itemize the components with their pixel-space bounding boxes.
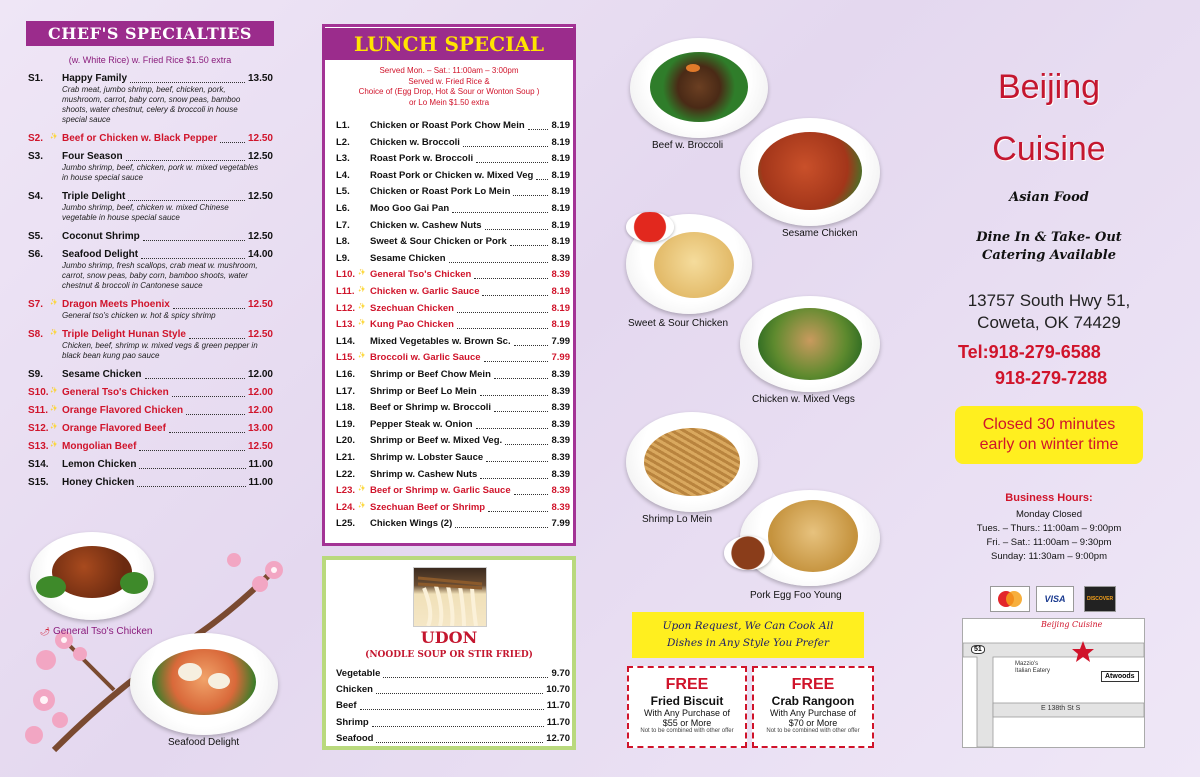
hot-spicy-icon: ✨ <box>50 300 58 306</box>
item-name: General Tso's Chicken <box>62 387 169 398</box>
item-name: Pepper Steak w. Onion <box>370 418 473 430</box>
item-price: 8.39 <box>551 418 570 430</box>
chef-special-item <box>28 387 273 399</box>
mastercard-icon <box>990 586 1030 612</box>
leader-dots <box>476 162 548 163</box>
leader-dots <box>476 428 548 429</box>
chef-special-item <box>28 459 273 471</box>
item-price: 7.99 <box>551 352 570 364</box>
item-number: L21. <box>336 452 356 463</box>
lunch-special-item <box>336 502 570 514</box>
leader-dots <box>130 82 245 83</box>
leader-dots <box>186 414 245 415</box>
lunch-special-item <box>336 469 570 481</box>
leader-dots <box>485 229 548 230</box>
item-name: Shrimp w. Lobster Sauce <box>370 452 484 463</box>
leader-dots <box>137 486 246 487</box>
leader-dots <box>383 677 548 678</box>
item-price: 8.39 <box>551 402 570 414</box>
chef-special-item <box>28 231 273 243</box>
item-price: 14.00 <box>247 249 273 260</box>
leader-dots <box>528 129 548 130</box>
item-price: 8.19 <box>551 120 570 131</box>
item-name: Mixed Vegetables w. Brown Sc. <box>370 335 511 347</box>
item-name: Sesame Chicken <box>370 252 446 264</box>
item-price: 10.70 <box>546 684 570 696</box>
udon-list <box>336 668 570 748</box>
location-map[interactable] <box>962 618 1145 748</box>
item-number: L7. <box>336 219 350 231</box>
shrimp-lo-mein-photo <box>626 412 758 512</box>
item-price: 8.19 <box>551 136 570 148</box>
item-number: L14. <box>336 335 356 347</box>
leader-dots <box>455 527 548 528</box>
map-route-label: 51 <box>971 645 985 654</box>
item-price: 12.50 <box>247 329 273 340</box>
dipping-sauce-bowl <box>626 212 674 242</box>
item-number: L3. <box>336 153 350 165</box>
item-number: S4. <box>28 191 44 202</box>
lunch-special-item <box>336 186 570 198</box>
item-name: Szechuan Beef or Shrimp <box>370 501 486 513</box>
leader-dots <box>126 160 245 161</box>
item-name: Seafood Delight <box>62 249 139 260</box>
item-name: Triple Delight <box>62 191 126 202</box>
item-name: Shrimp <box>336 716 369 728</box>
lunch-special-item <box>336 319 570 331</box>
hot-spicy-icon: ✨ <box>50 442 58 448</box>
item-price: 8.19 <box>551 219 570 231</box>
item-number: L22. <box>336 468 356 480</box>
hot-spicy-icon: ✨ <box>358 320 366 327</box>
leader-dots <box>514 345 548 346</box>
item-price: 8.19 <box>551 153 570 165</box>
coupon-free-label: FREE <box>791 676 835 693</box>
leader-dots <box>376 693 543 694</box>
lunch-special-item <box>336 253 570 265</box>
map-brand-label: Beijing Cuisine <box>1041 620 1103 629</box>
coupon-fine-print: Not to be combined with other offer <box>640 728 734 734</box>
hot-spicy-icon: ✨ <box>50 330 58 336</box>
item-name: Honey Chicken <box>62 477 135 488</box>
item-price: 8.19 <box>551 186 570 198</box>
lunch-special-item <box>336 203 570 215</box>
item-name: Shrimp w. Cashew Nuts <box>370 468 478 480</box>
item-name: Broccoli w. Garlic Sauce <box>370 352 481 364</box>
lunch-special-item <box>336 419 570 431</box>
leader-dots <box>220 142 245 143</box>
lunch-special-item <box>336 435 570 447</box>
item-name: Triple Delight Hunan Style <box>62 329 186 340</box>
item-price: 12.50 <box>247 133 273 144</box>
item-name: Shrimp or Beef Lo Mein <box>370 385 477 397</box>
winter-closing-notice: Closed 30 minutes early on winter time <box>955 406 1143 464</box>
leader-dots <box>494 378 548 379</box>
chefs-specialties-list <box>28 73 273 513</box>
item-price: 8.39 <box>551 452 570 463</box>
item-name: Chicken Wings (2) <box>370 518 453 530</box>
sesame-chicken-photo <box>740 118 880 226</box>
item-price: 9.70 <box>551 668 570 679</box>
item-price: 11.70 <box>546 700 570 712</box>
item-name: Szechuan Chicken <box>370 302 454 314</box>
item-number: L8. <box>336 236 350 248</box>
item-name: Coconut Shrimp <box>62 231 140 242</box>
item-number: S9. <box>28 369 44 380</box>
chef-special-item <box>28 477 273 489</box>
udon-title: UDON <box>420 628 478 647</box>
item-number: L1. <box>336 120 350 131</box>
item-name: Mongolian Beef <box>62 441 137 452</box>
item-price: 8.39 <box>551 485 570 497</box>
leader-dots <box>360 709 544 710</box>
item-price: 8.19 <box>551 286 570 297</box>
item-price: 12.00 <box>247 387 273 398</box>
restaurant-name-line1: Beijing <box>997 68 1101 106</box>
restaurant-name-line2: Cuisine <box>992 130 1106 168</box>
item-number: L13. <box>336 319 356 331</box>
item-price: 11.00 <box>248 459 273 470</box>
chef-special-item <box>28 133 273 145</box>
item-price: 12.50 <box>247 299 273 310</box>
item-number: S13. <box>28 441 49 452</box>
restaurant-phone-1[interactable]: Tel:918-279-6588 <box>958 342 1101 362</box>
udon-photo <box>413 567 487 627</box>
leader-dots <box>505 444 548 445</box>
hot-spicy-icon: ✨ <box>50 406 58 412</box>
mixed-vegs-photo <box>740 296 880 392</box>
item-name: Chicken w. Broccoli <box>370 136 460 148</box>
item-name: Beef or Shrimp w. Garlic Sauce <box>370 485 511 497</box>
item-name: Vegetable <box>336 668 381 679</box>
chef-special-item <box>28 249 273 261</box>
leader-dots <box>449 262 548 263</box>
item-number: L4. <box>336 169 350 181</box>
map-poi-label: Mazzio's Italian Eatery <box>1015 661 1051 674</box>
leader-dots <box>480 395 548 396</box>
hot-spicy-icon: ✨ <box>50 388 58 394</box>
lunch-special-item <box>336 236 570 248</box>
item-name: Four Season <box>62 151 123 162</box>
item-number: L15. <box>336 352 356 364</box>
item-price: 8.19 <box>551 236 570 248</box>
restaurant-tagline: Asian Food <box>1009 190 1089 205</box>
item-price: 8.19 <box>551 169 570 181</box>
item-price: 8.39 <box>551 435 570 447</box>
lunch-special-item <box>336 153 570 165</box>
hot-spicy-icon: ✨ <box>358 502 366 509</box>
item-name: Dragon Meets Phoenix <box>62 299 170 310</box>
lunch-special-item <box>336 269 570 281</box>
leader-dots <box>376 742 543 743</box>
restaurant-address: 13757 South Hwy 51, Coweta, OK 74429 <box>967 291 1131 332</box>
item-description: Crab meat, jumbo shrimp, beef, chicken, pork, mushroom, carrot, baby corn, snow peas, bamboo shoots, water chestnut, celery & broccoli in house special sauce <box>62 85 241 124</box>
leader-dots <box>173 308 245 309</box>
item-number: S7. <box>28 299 44 310</box>
hot-spicy-icon: ✨ <box>50 134 58 140</box>
item-price: 8.19 <box>551 302 570 314</box>
coupon-free-label: FREE <box>665 676 709 693</box>
item-price: 12.50 <box>247 441 273 452</box>
item-price: 12.50 <box>247 191 273 202</box>
item-price: 12.50 <box>247 151 273 162</box>
item-number: S5. <box>28 231 44 242</box>
beef-broccoli-photo <box>630 38 768 138</box>
item-number: L2. <box>336 136 350 148</box>
visa-icon: VISA <box>1036 586 1074 612</box>
item-number: L5. <box>336 186 350 198</box>
item-price: 8.39 <box>551 269 570 281</box>
item-price: 12.00 <box>247 405 273 416</box>
item-name: Moo Goo Gai Pan <box>370 203 450 214</box>
item-price: 13.00 <box>247 423 273 434</box>
leader-dots <box>513 195 548 196</box>
item-number: L16. <box>336 369 356 380</box>
hot-spicy-icon: ✨ <box>358 270 366 277</box>
coupon-fine-print: Not to be combined with other offer <box>766 728 860 734</box>
item-number: L25. <box>336 518 356 530</box>
item-price: 8.19 <box>551 203 570 214</box>
leader-dots <box>128 200 245 201</box>
hot-spicy-icon: ✨ <box>358 353 366 360</box>
leader-dots <box>139 468 246 469</box>
item-number: S1. <box>28 73 44 84</box>
lunch-special-item <box>336 518 570 530</box>
item-price: 7.99 <box>551 335 570 347</box>
item-name: Chicken w. Cashew Nuts <box>370 219 482 231</box>
cooking-request-banner: Upon Request, We Can Cook All Dishes in Any Style You Prefer <box>632 612 864 658</box>
leader-dots <box>141 258 245 259</box>
item-number: L6. <box>336 203 350 214</box>
item-price: 8.39 <box>551 501 570 513</box>
leader-dots <box>139 450 245 451</box>
item-description: General tso's chicken w. hot & spicy shrimp <box>62 311 216 320</box>
lunch-special-list <box>336 120 570 535</box>
chefs-specialties-banner: CHEF'S SPECIALTIES <box>26 21 274 46</box>
item-name: Orange Flavored Beef <box>62 423 166 434</box>
seafood-delight-photo <box>130 633 278 735</box>
item-description: Jumbo shrimp, beef, chicken w. mixed Chinese vegetable in house special sauce <box>62 203 229 222</box>
gravy-bowl <box>724 536 772 570</box>
hot-spicy-icon: ✨ <box>358 303 366 310</box>
item-description: Jumbo shrimp, fresh scallops, crab meat w. mushroom, carrot, snow peas, baby corn, bamboo shoots, water chestnut & broccoli in Cantonese sauce <box>62 261 258 290</box>
leader-dots <box>480 478 548 479</box>
general-tso-caption: 🌶 General Tso's Chicken <box>40 626 153 637</box>
item-name: Shrimp or Beef w. Mixed Veg. <box>370 435 503 447</box>
lunch-special-item <box>336 485 570 497</box>
item-name: Happy Family <box>62 73 128 84</box>
udon-item <box>336 700 570 712</box>
coupon-item: Fried Biscuit <box>650 694 724 708</box>
coupon-line1: With Any Purchase of <box>769 708 857 718</box>
item-number: S2. <box>28 133 44 144</box>
coupon-fried-biscuit <box>627 666 747 748</box>
leader-dots <box>494 411 548 412</box>
item-number: L24. <box>336 501 356 513</box>
leader-dots <box>463 146 548 147</box>
item-price: 11.70 <box>546 716 570 728</box>
udon-item <box>336 668 570 680</box>
item-name: Roast Pork w. Broccoli <box>370 153 474 165</box>
seafood-delight-caption: Seafood Delight <box>168 737 240 748</box>
coupon-item: Crab Rangoon <box>771 694 855 708</box>
leader-dots <box>514 494 548 495</box>
item-price: 12.70 <box>546 732 570 744</box>
item-number: L11. <box>336 286 355 297</box>
lunch-special-item <box>336 386 570 398</box>
item-number: S3. <box>28 151 44 162</box>
coupon-line1: With Any Purchase of <box>643 708 731 718</box>
item-price: 12.00 <box>247 369 273 380</box>
leader-dots <box>482 295 548 296</box>
item-name: Orange Flavored Chicken <box>62 405 184 416</box>
chef-special-item <box>28 405 273 417</box>
discover-icon: DISCOVER <box>1084 586 1116 612</box>
udon-item <box>336 733 570 745</box>
map-street-label: E 138th St S <box>1041 705 1081 712</box>
business-hours-title: Business Hours: <box>1005 492 1093 504</box>
leader-dots <box>510 245 548 246</box>
lunch-special-item <box>336 220 570 232</box>
hot-spicy-icon: ✨ <box>50 424 58 430</box>
chef-special-item <box>28 191 273 203</box>
chef-special-item <box>28 369 273 381</box>
udon-subtitle: (NOODLE SOUP OR STIR FRIED) <box>365 650 533 660</box>
item-price: 7.99 <box>551 518 570 530</box>
item-number: L19. <box>336 418 356 430</box>
item-number: L18. <box>336 402 356 414</box>
leader-dots <box>488 511 548 512</box>
lunch-note: Served Mon. – Sat.: 11:00am – 3:00pm Served w. Fried Rice & Choice of (Egg Drop, Hot & Sour or Wonton Soup ) or Lo Mein $1.50 extra <box>358 66 540 107</box>
leader-dots <box>457 328 548 329</box>
item-number: L23. <box>336 485 356 497</box>
restaurant-phone-2[interactable]: 918-279-7288 <box>995 368 1108 388</box>
leader-dots <box>189 338 245 339</box>
item-price: 12.50 <box>247 231 273 242</box>
leader-dots <box>452 212 548 213</box>
egg-foo-young-caption: Pork Egg Foo Young <box>750 590 842 601</box>
item-number: L9. <box>336 252 350 264</box>
lunch-special-item <box>336 120 570 132</box>
restaurant-services: Dine In & Take- Out Catering Available <box>976 230 1122 263</box>
coupon-line2: $70 or More <box>788 718 838 728</box>
item-number: S15. <box>28 477 49 488</box>
shrimp-lo-mein-caption: Shrimp Lo Mein <box>642 514 713 525</box>
leader-dots <box>172 396 245 397</box>
item-name: Sesame Chicken <box>62 369 142 380</box>
item-number: S11. <box>28 405 49 416</box>
item-number: L17. <box>336 385 356 397</box>
udon-item <box>336 684 570 696</box>
item-price: 8.39 <box>551 369 570 380</box>
lunch-special-item <box>336 402 570 414</box>
chef-special-item <box>28 151 273 163</box>
chef-special-item <box>28 73 273 85</box>
lunch-special-item <box>336 170 570 182</box>
chef-special-item <box>28 441 273 453</box>
lunch-special-item <box>336 137 570 149</box>
item-name: Chicken or Roast Pork Chow Mein <box>370 120 525 131</box>
item-name: Chicken or Roast Pork Lo Mein <box>370 186 511 198</box>
lunch-special-item <box>336 303 570 315</box>
leader-dots <box>143 240 245 241</box>
mixed-vegs-caption: Chicken w. Mixed Vegs <box>752 394 855 405</box>
item-name: Seafood <box>336 732 374 744</box>
item-price: 13.50 <box>247 73 273 84</box>
hot-spicy-icon: ✨ <box>358 486 366 493</box>
item-number: S14. <box>28 459 49 470</box>
lunch-special-item <box>336 452 570 464</box>
udon-item <box>336 717 570 729</box>
chefs-rice-note: (w. White Rice) w. Fried Rice $1.50 extra <box>68 55 232 65</box>
coupon-line2: $55 or More <box>662 718 712 728</box>
item-name: Kung Pao Chicken <box>370 319 454 331</box>
item-number: S12. <box>28 423 49 434</box>
item-number: S6. <box>28 249 44 260</box>
coupon-crab-rangoon <box>752 666 874 748</box>
item-number: L10. <box>336 269 356 281</box>
item-price: 8.39 <box>551 252 570 264</box>
leader-dots <box>474 278 548 279</box>
sweet-sour-chicken-caption: Sweet & Sour Chicken <box>628 318 729 329</box>
lunch-special-banner: LUNCH SPECIAL <box>322 28 576 60</box>
item-number: L20. <box>336 435 356 447</box>
leader-dots <box>372 726 544 727</box>
item-name: Beef or Chicken w. Black Pepper <box>62 133 218 144</box>
item-name: Beef or Shrimp w. Broccoli <box>370 402 492 414</box>
item-name: Lemon Chicken <box>62 459 137 470</box>
leader-dots <box>486 461 548 462</box>
item-name: Roast Pork or Chicken w. Mixed Veg <box>370 169 534 181</box>
item-price: 8.19 <box>551 319 570 331</box>
item-name: Chicken w. Garlic Sauce <box>370 286 480 297</box>
leader-dots <box>457 312 548 313</box>
item-name: Chicken <box>336 684 373 696</box>
leader-dots <box>169 432 245 433</box>
business-hours: Monday Closed Tues. – Thurs.: 11:00am – 9:00pm Fri. – Sat.: 11:00am – 9:30pm Sunday: 11:30am – 9:00pm <box>976 509 1122 562</box>
item-price: 11.00 <box>248 477 273 488</box>
map-atwoods-label: Atwoods <box>1101 671 1139 682</box>
beef-broccoli-caption: Beef w. Broccoli <box>652 140 724 151</box>
item-name: Sweet & Sour Chicken or Pork <box>370 236 507 248</box>
lunch-special-item <box>336 369 570 381</box>
item-number: L12. <box>336 302 356 314</box>
item-number: S10. <box>28 387 49 398</box>
item-name: Beef <box>336 700 357 712</box>
chef-special-item <box>28 329 273 341</box>
item-description: Chicken, beef, shrimp w. mixed vegs & green pepper in black bean kung pao sauce <box>62 341 258 360</box>
leader-dots <box>536 179 548 180</box>
lunch-special-item <box>336 286 570 298</box>
chef-special-item <box>28 423 273 435</box>
chef-special-item <box>28 299 273 311</box>
item-name: General Tso's Chicken <box>370 269 472 281</box>
lunch-special-item <box>336 336 570 348</box>
item-price: 8.39 <box>551 385 570 397</box>
sesame-chicken-caption: Sesame Chicken <box>782 228 858 239</box>
hot-spicy-icon: ✨ <box>358 287 366 293</box>
leader-dots <box>145 378 245 379</box>
leader-dots <box>484 361 548 362</box>
item-name: Shrimp or Beef Chow Mein <box>370 369 491 380</box>
item-description: Jumbo shrimp, beef, chicken, pork w. mixed vegetables in house special sauce <box>62 163 259 182</box>
item-price: 8.39 <box>551 468 570 480</box>
lunch-special-item <box>336 352 570 364</box>
item-number: S8. <box>28 329 44 340</box>
